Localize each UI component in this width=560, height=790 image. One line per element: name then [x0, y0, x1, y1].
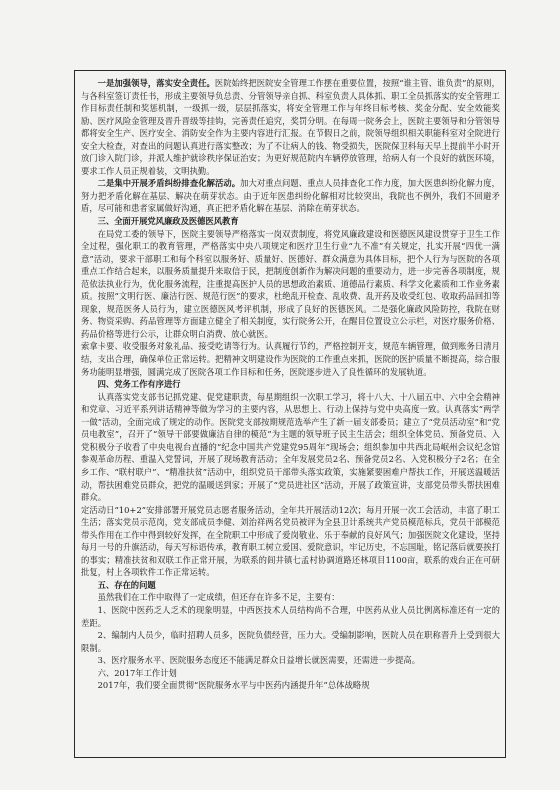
section-6-body: 2017年，我们要全面贯彻“医院服务水平与中医药内涵提升年”总体战略规 — [97, 680, 370, 691]
issue-item-1: 1、医院中医药乏人乏术的现象明显，中西医技术人员结构尚不合理，中医药从业人员比例离标准还有一定的差距。 — [81, 604, 500, 628]
paragraph-safety-body: 医院始终把医院安全管理工作摆在重要位置，按照“谁主管、谁负责”的原则，与各科室签订责任书，形成主要领导负总责、分管领导亲自抓、科室负责人具体抓、职工全员抓落实的安全管理工作目标责任制和奖惩机制，一级抓一级，层层抓落实，将安全管理工作与年终目标考核、奖金分配、安全效能奖励、医疗风险金管理及晋升晋级等挂钩，完善责任追究，奖罚分明。在每周一院务会上，医院主要领导和分管领导都将安全生产、医疗安全、消防安全作为主要内容进行汇报。在节假日之前，院领导组织相关职能科室对全院进行安全大检查，对查出的问题认真进行落实整改；为了不让病人的钱、物受损失，医院保卫科每天早上提前半小时开放门诊入院门诊，并派人维护就诊秩序保证治安；为更好规范院内车辆停放管理，给病人有一个良好的就医环境，要求工作人员正规着装，文明执勤。 — [81, 78, 500, 176]
section-3-body-continued: 索拿卡要、收受服务对象礼品、接受吃请等行为。认真履行节约，严格控制开支，规范车辆管理，做到账务日清月结，支出合理，确保单位正常运转。把精神文明建设作为医院的工作重点来抓，医院的医护质量不断提高，综合服务功能明显增强，圆满完成了医院各项工作目标和任务，医院逐步进入了良性循环的发展轨道。 — [81, 341, 500, 377]
paragraph-safety — [81, 77, 500, 177]
section-3-title: 三、全面开展党风廉政及医德医风教育 — [97, 216, 239, 227]
paragraph-dispute-body: 加大对重点问题、重点人员排查化工作力度，加大医患纠纷化解力度，努力把矛盾化解在基层、解决在萌芽状态。由于近年医患纠纷化解相对比较突出，我院也不例外，我们不回避矛盾，尽可能和患者家属做好沟通，真正把矛盾化解在基层、消除在萌芽状态。 — [81, 178, 500, 214]
section-3-body: 在局党工委的领导下，医院主要领导严格落实一岗双责制度，将党风廉政建设和医德医风建设贯穿于卫生工作全过程，强化职工的教育管理，严格落实中央八项规定和医疗卫生行业“九不准”有关规定，扎实开展“四优一满意”活动，要求干部职工和每个科室以服务好、质量好、医德好、群众满意为具体目标，把个人行为与医院的各项重点工作结合起来，以服务质量提升来取信于民，把制度创新作为解决问题的重要动力，进一步完善各项制度，规范依法执业行为，优化服务流程，注重提高医护人员的思想政治素质、道德品行素质、科学文化素质和工作业务素质。按照“文明行医、廉洁行医、规范行医”的要求，杜绝乱开检查、乱收费、乱开药及收受红包、收取药品回扣等现象，规范医务人员行为，建立医德医风考评机制，形成了良好的医德医风。二是强化廉政风险防控，我院在财务、物资采购、药品管理等方面建立健全了相关制度，实行院务公开，在醒目位置设立公示栏，对医疗服务价格、药品价格等进行公示，让群众明白消费、放心就医。 — [81, 228, 500, 339]
section-4-body: 认真落实党支部书记抓党建、促党建职责，每星期组织一次职工学习，将十八大、十八届五中、六中全会精神和党章、习近平系列讲话精神等做为学习的主要内容，从思想上、行动上保持与党中央高度一致。认真落实“两学一做”活动，全面完成了规定的动作。医院党支部按期规范选举产生了新一届支部委员；建立了“党员活动室”和“党员电教室”，召开了“领导干部要做廉洁自律的模范”为主题的领导班子民主生活会；组织全体党员、预备党员、入党积极分子收看了中央电视台直播的“纪念中国共产党建党95周年”现场会；组织参加中共西北局岷州会议纪念馆参观革命历程、重温入党誓词，开展了现场教育活动；全年发展党员2名、预备党员2名、入党积极分子2名；在全乡工作、“联村联户”、“精准扶贫”活动中，组织党员干部带头落实政策，实施紧要困难户帮扶工作，开展送温暖活动，帮扶困难党员群众，把党的温暖送到家；开展了“党员进社区”活动，开展了政策宣讲，支部党员带头帮扶困难群众。 — [81, 391, 500, 503]
paragraph-safety-heading: 一是加强领导，落实安全责任。 — [97, 78, 215, 88]
paragraph-dispute-heading: 二是集中开展矛盾纠纷排查化解活动。 — [97, 178, 241, 189]
section-4-body-continued: 定活动日“10+2”安排部署开展党员志愿者服务活动，全年共开展活动12次；每月开展一次工会活动，丰富了职工生活；落实党员示范岗，党支部成员李健、刘治祥两名党员被评为全县卫计系统共产党员模范标兵，党员干部模范带头作用在工作中得到较好发挥，在全院职工中形成了爱岗敬业、乐于奉献的良好风气；加强医院文化建设，坚持每月一号的升旗活动，每天写标语传承，教育职工树立爱国、爱院意识，牢记历史，不忘国耻，铭记落后就要挨打的事实；精准扶贫和双联工作正常开展，为联系的闾井镇七孟村协调道路还林项目1100亩，联系的戏台正在可研批复，村上各项软件工作正常运转。 — [81, 504, 500, 578]
section-6-title: 六、2017年工作计划 — [97, 667, 177, 678]
issue-item-3: 3、医疗服务水平、医院服务态度还不能满足群众日益增长就医需要，还需进一步提高。 — [97, 655, 421, 666]
section-5-title: 五、存在的问题 — [97, 579, 156, 590]
report-frame — [74, 70, 506, 758]
section-4-title: 四、党务工作有序进行 — [97, 379, 181, 390]
paragraph-dispute — [81, 177, 500, 215]
section-5-intro: 虽然我们在工作中取得了一定成绩，但还存在许多不足，主要有： — [97, 592, 340, 603]
issue-item-2: 2、编制内人员少，临时招聘人员多，医院负债经营，压力大。受编制影响，医院人员在职称晋升上受到很大限制。 — [81, 630, 500, 653]
